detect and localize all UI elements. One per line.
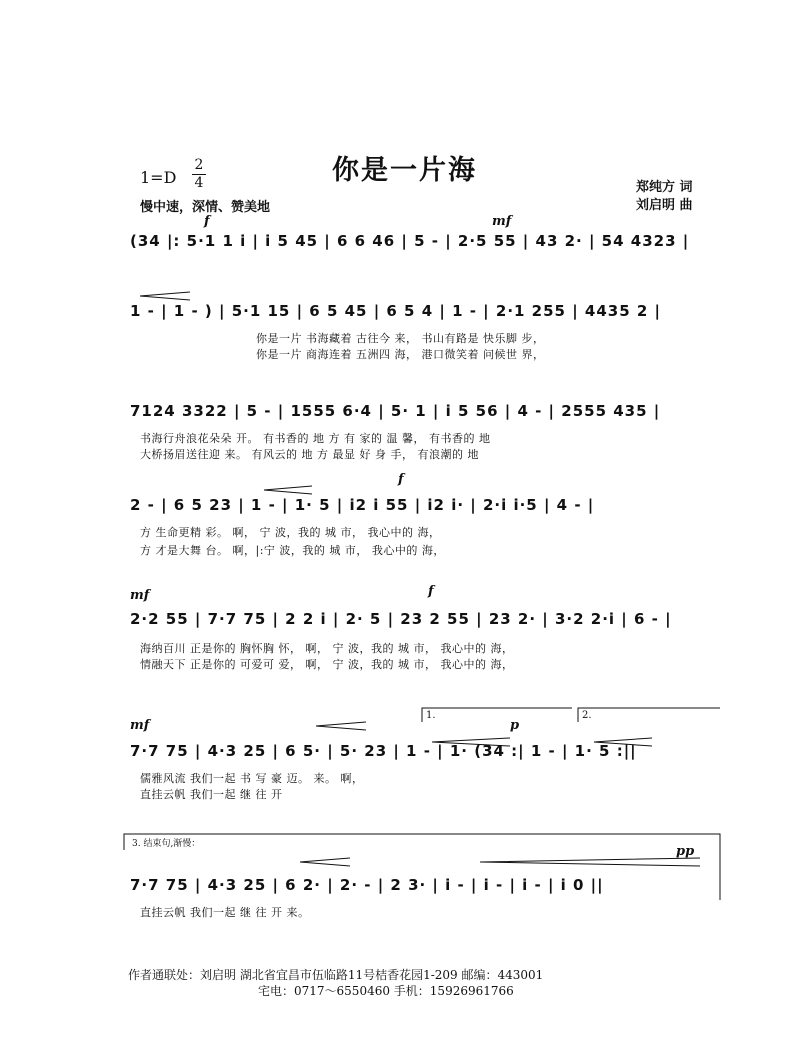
dynamic-mark: f bbox=[398, 472, 404, 487]
volta-bracket bbox=[124, 834, 720, 900]
lyricist-credit: 郑纯方 词 bbox=[636, 180, 693, 195]
hairpin bbox=[140, 292, 700, 866]
tempo-marking: 慢中速，深情、赞美地 bbox=[140, 200, 271, 215]
phone-info: 宅电：0717～6550460 手机：15926961766 bbox=[258, 984, 514, 998]
time-signature-top: 2 bbox=[194, 157, 204, 173]
page-title: 你是一片海 bbox=[332, 155, 477, 186]
lyric-line: 大桥扬眉送往迎 来。 有风云的 地 方 最显 好 身 手， 有浪潮的 地 bbox=[140, 448, 479, 461]
contact-info: 作者通联处：刘启明 湖北省宜昌市伍临路11号桔香花园1-209 邮编：443001 bbox=[128, 968, 544, 982]
composer-credit: 刘启明 曲 bbox=[636, 198, 693, 213]
dynamic-mark: f bbox=[428, 584, 434, 599]
notation-row-4: 2 - | 6 5 23 | 1 - | 1· 5 | i2 i 55 | i2 i· | 2·i i·5 | 4 - | bbox=[130, 496, 595, 514]
time-signature-bottom: 4 bbox=[194, 175, 204, 191]
notation-row-7: 7·7 75 | 4·3 25 | 6 2· | 2· - | 2 3· | i - | i - | i - | i 0 || bbox=[130, 876, 604, 894]
volta-bracket bbox=[578, 708, 720, 722]
lyric-line: 书海行舟浪花朵朵 开。 有书香的 地 方 有 家的 温 馨， 有书香的 地 bbox=[140, 432, 491, 445]
volta-3-label: 3. 结束句,渐慢： bbox=[132, 839, 201, 849]
notation-row-1: (34 |: 5·1 1 i | i 5 45 | 6 6 46 | 5 - | 2·5 55 | 43 2· | 54 4323 | bbox=[130, 232, 690, 250]
key-signature: 1=D bbox=[140, 168, 177, 187]
lyric-line: 你是一片 书海藏着 古往今 来， 书山有路是 快乐脚 步， bbox=[256, 332, 545, 345]
dynamic-mark: pp bbox=[676, 844, 695, 859]
lyric-line: 直挂云帆 我们一起 继 往 开 来。 bbox=[140, 906, 310, 919]
volta-1-label: 1. bbox=[426, 710, 436, 721]
lyric-line: 海纳百川 正是你的 胸怀胸 怀， 啊， 宁 波，我的 城 市， 我心中的 海， bbox=[140, 642, 514, 655]
lyric-line: 直挂云帆 我们一起 继 往 开 bbox=[140, 788, 283, 801]
notation-row-6: 7·7 75 | 4·3 25 | 6 5· | 5· 23 | 1 - | 1· (34 :| 1 - | 1· 5 :|| bbox=[130, 742, 637, 760]
dynamic-mark: mf bbox=[492, 214, 512, 229]
dynamic-mark: mf bbox=[130, 588, 150, 603]
notation-row-2: 1 - | 1 - ) | 5·1 15 | 6 5 45 | 6 5 4 | 1 - | 2·1 255 | 4435 2 | bbox=[130, 302, 662, 320]
volta-bracket bbox=[422, 708, 572, 722]
lyric-line: 方 生命更精 彩。 啊， 宁 波，我的 城 市， 我心中的 海， bbox=[140, 526, 441, 539]
volta-2-label: 2. bbox=[582, 710, 592, 721]
lyric-line: 你是一片 商海连着 五洲四 海， 港口微笑着 问候世 界， bbox=[256, 348, 545, 361]
lyric-line: 儒雅风流 我们一起 书 写 豪 迈。 来。 啊， bbox=[140, 772, 364, 785]
lyric-line: 方 才是大舞 台。 啊，|:宁 波，我的 城 市， 我心中的 海， bbox=[140, 544, 445, 557]
notation-row-3: 7124 3322 | 5 - | 1555 6·4 | 5· 1 | i 5 56 | 4 - | 2555 435 | bbox=[130, 402, 661, 420]
lyric-line: 情融天下 正是你的 可爱可 爱， 啊， 宁 波，我的 城 市， 我心中的 海， bbox=[140, 658, 514, 671]
notation-row-5: 2·2 55 | 7·7 75 | 2 2 i | 2· 5 | 23 2 55 | 23 2· | 3·2 2·i | 6 - | bbox=[130, 610, 672, 628]
dynamic-mark: p bbox=[510, 718, 520, 733]
dynamic-mark: mf bbox=[130, 718, 150, 733]
dynamic-mark: f bbox=[204, 214, 210, 229]
